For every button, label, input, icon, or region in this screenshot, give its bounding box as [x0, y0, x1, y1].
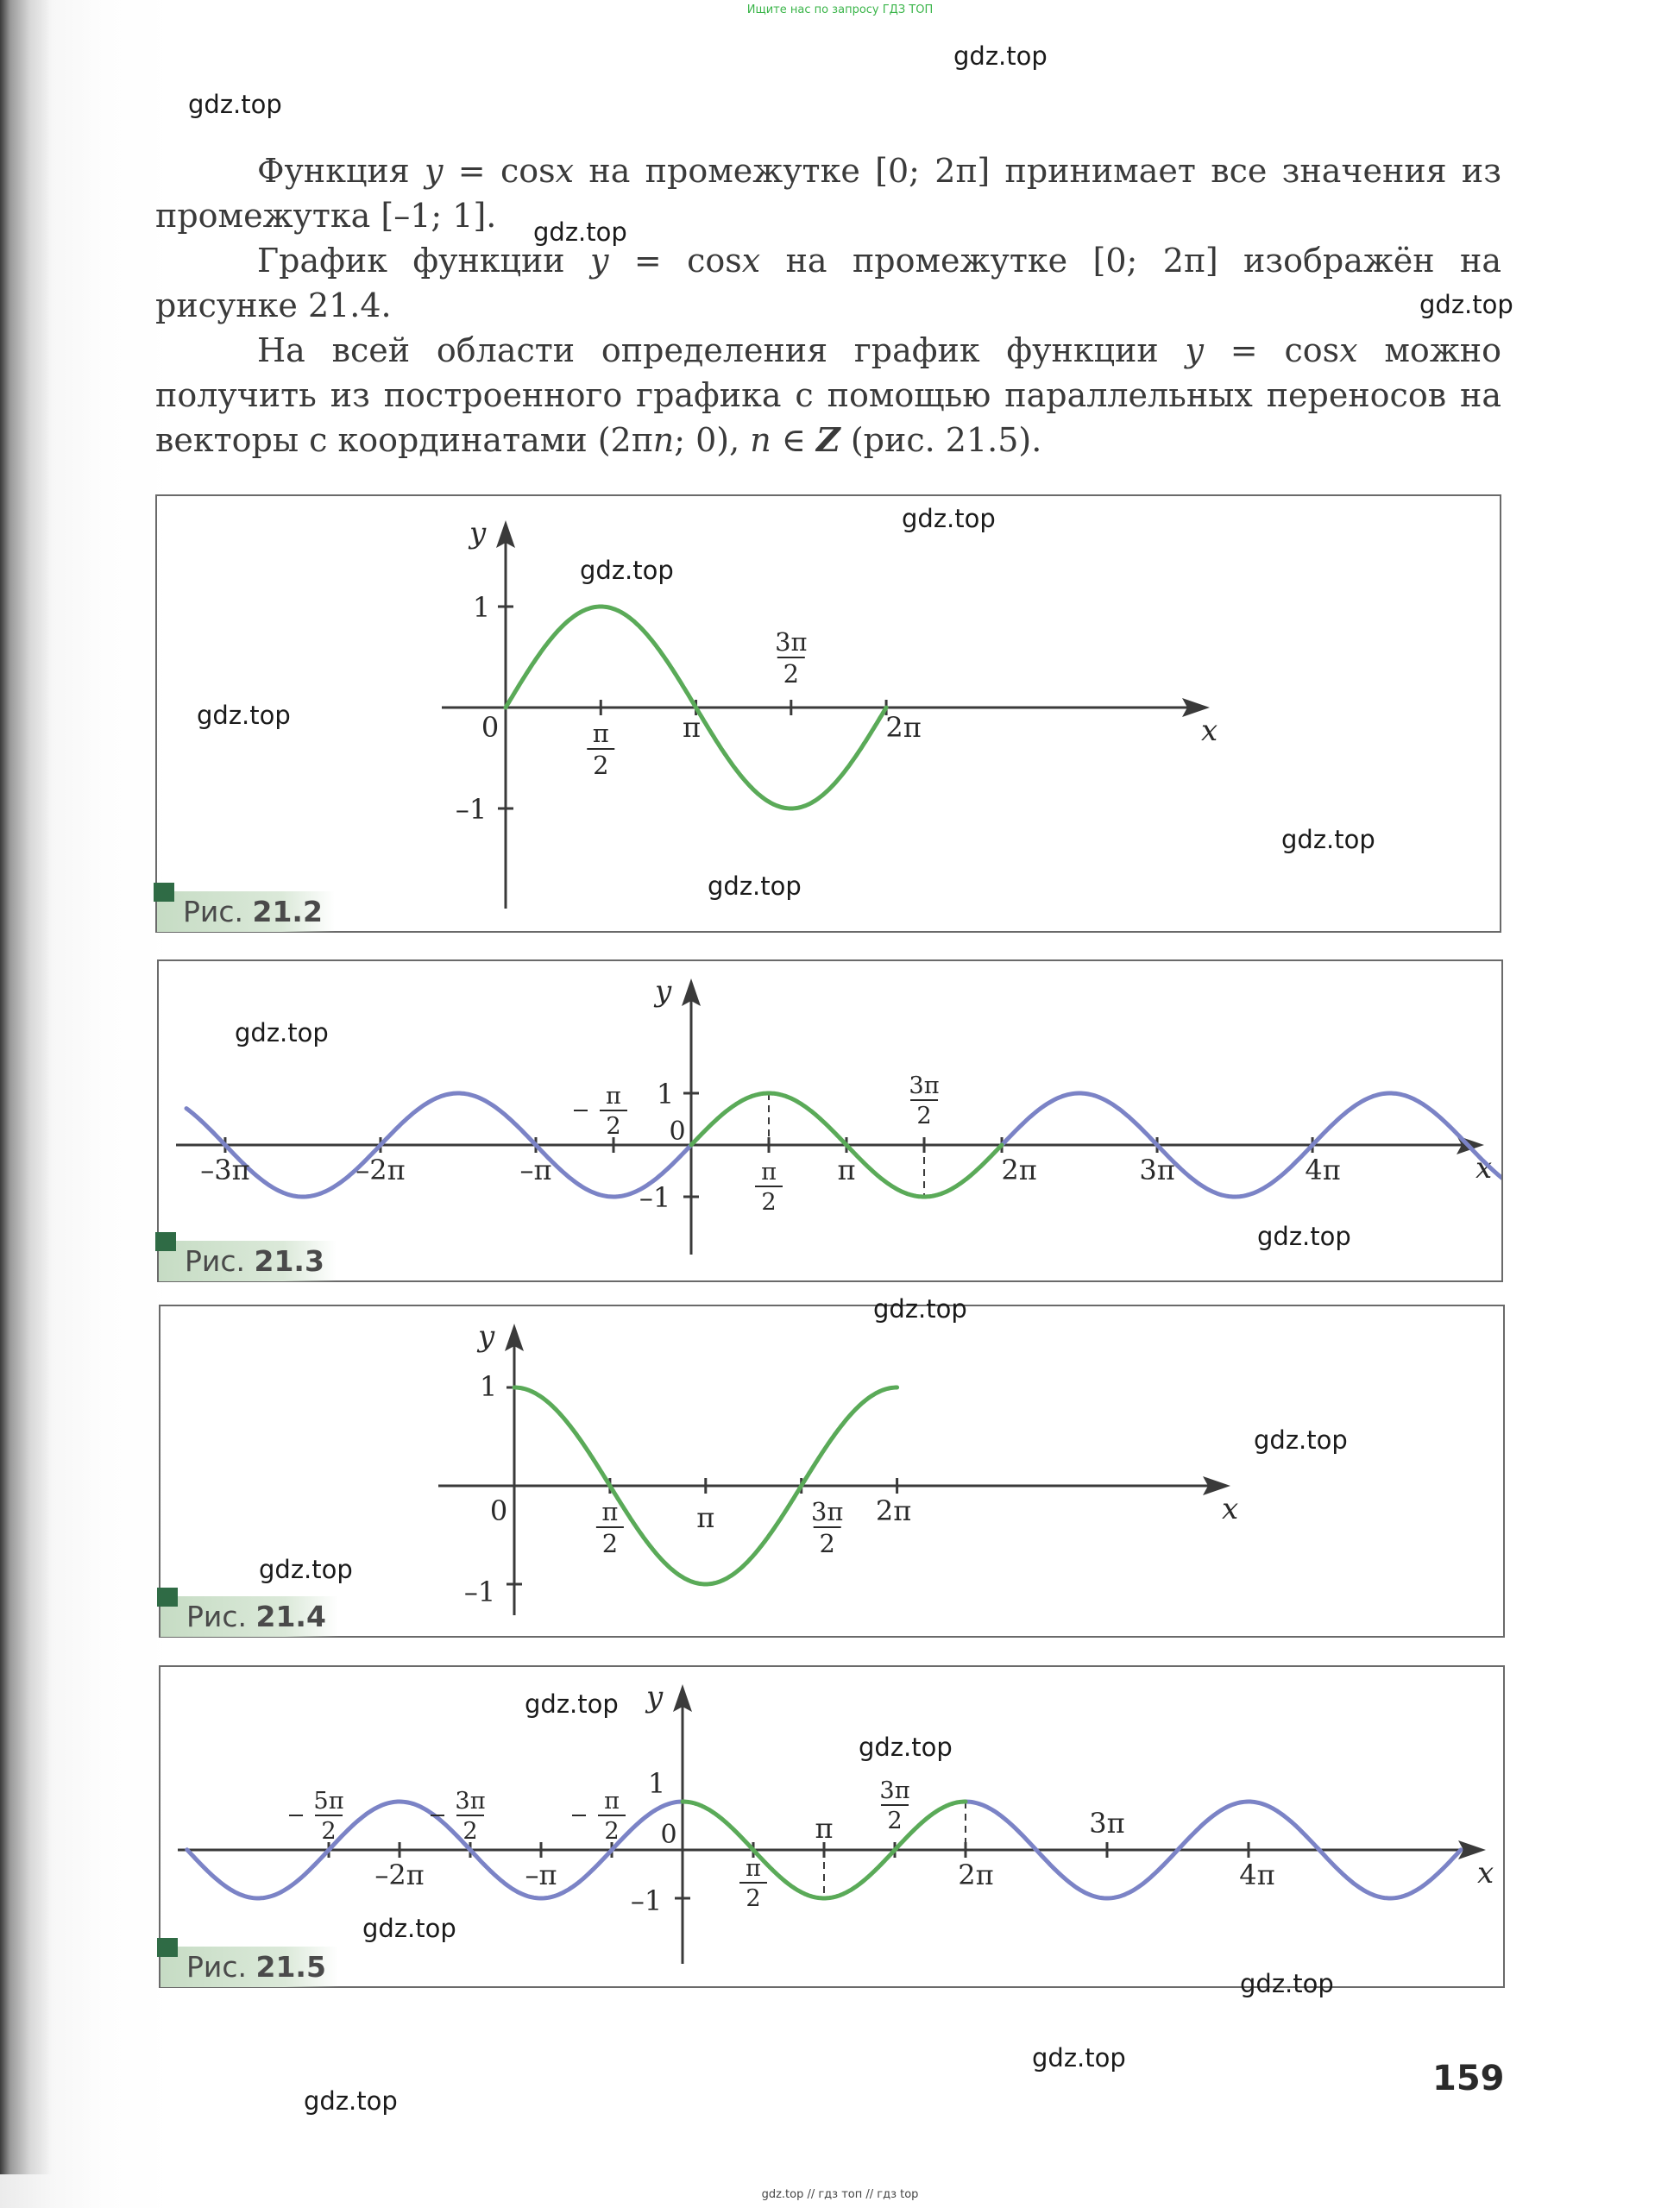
- p3-text-c: ; 0),: [674, 421, 751, 459]
- p2-var-x: x: [741, 242, 761, 280]
- tick-label: 1: [656, 1078, 675, 1110]
- tick-label: 1: [479, 1370, 498, 1403]
- p2-var-y: y: [590, 242, 609, 280]
- book-spine-shadow: [0, 0, 52, 2174]
- x-tick-label: [755, 1159, 783, 1216]
- x-axis-label: x: [1476, 1151, 1493, 1186]
- svg-text:2: 2: [462, 1818, 478, 1846]
- p3-text-b: можно получить из построенного графика с помощью параллельных переносов на векторы с координатами (2π: [155, 331, 1501, 459]
- tick-label: 2π: [1001, 1154, 1037, 1186]
- watermark: gdz.top: [235, 1018, 329, 1047]
- svg-text:3π: 3π: [909, 1073, 940, 1099]
- x-tick-label: [879, 1777, 909, 1834]
- header-note: Ищите нас по запросу ГДЗ ТОП: [746, 3, 934, 16]
- y-axis-label: y: [646, 1680, 664, 1714]
- p2-text-b: на промежутке [0; 2π] изображён на рисунке 21.4.: [155, 242, 1501, 324]
- tick-label: 4π: [1239, 1859, 1275, 1891]
- p2-text-a: График функции: [257, 242, 591, 280]
- svg-text:3π: 3π: [879, 1777, 910, 1804]
- watermark: gdz.top: [188, 90, 282, 119]
- caption-square-icon: [157, 1938, 178, 1957]
- tick-label: 0: [669, 1117, 686, 1147]
- svg-text:π: π: [746, 1855, 761, 1882]
- y-axis-label: y: [469, 516, 487, 550]
- tick-label: 4π: [1305, 1154, 1341, 1186]
- svg-text:2: 2: [887, 1808, 903, 1835]
- watermark: gdz.top: [533, 217, 627, 247]
- tick-label: π: [815, 1812, 834, 1845]
- watermark: gdz.top: [1257, 1222, 1351, 1251]
- tick-label: –π: [519, 1154, 552, 1186]
- figure-21-2-graph: [157, 496, 1500, 931]
- x-tick-label: [574, 1083, 627, 1140]
- tick-label: –2π: [374, 1859, 425, 1891]
- p1-text-b: на промежутке [0; 2π] принимает все значения из промежутка [–1; 1].: [155, 152, 1501, 235]
- watermark: gdz.top: [580, 556, 674, 585]
- y-axis-label: y: [478, 1319, 495, 1354]
- watermark: gdz.top: [873, 1294, 967, 1324]
- figure-21-5: [159, 1665, 1505, 1988]
- tick-label: 2π: [875, 1494, 912, 1527]
- watermark: gdz.top: [259, 1555, 353, 1584]
- x-tick-label: [739, 1855, 767, 1912]
- tick-label: π: [696, 1501, 715, 1534]
- tick-label: 0: [481, 711, 500, 744]
- x-tick-label: [811, 1497, 843, 1558]
- watermark: gdz.top: [304, 2086, 398, 2116]
- x-tick-label: [587, 719, 614, 780]
- figure-21-2: [155, 494, 1501, 933]
- tick-label: –1: [463, 1576, 496, 1608]
- watermark: gdz.top: [708, 871, 802, 901]
- caption-square-icon: [154, 883, 174, 902]
- svg-text:π: π: [601, 1497, 619, 1526]
- p1-var-x: x: [555, 152, 575, 190]
- p3-var-n2: n: [750, 421, 771, 459]
- x-axis-label: x: [1477, 1856, 1494, 1890]
- p3-text-e: (рис. 21.5).: [840, 421, 1042, 459]
- p3-var-n: n: [652, 421, 675, 459]
- footer-note: gdz.top // гдз топ // гдз top: [761, 2188, 919, 2201]
- tick-label: π: [683, 711, 702, 744]
- caption-square-icon: [155, 1232, 176, 1251]
- p3-var-x: x: [1339, 331, 1358, 369]
- watermark: gdz.top: [1032, 2043, 1126, 2073]
- x-tick-label: [289, 1788, 344, 1845]
- tick-label: 2π: [958, 1859, 994, 1891]
- paragraph-3: [155, 328, 1501, 462]
- svg-text:2: 2: [783, 658, 800, 689]
- tick-label: –π: [525, 1859, 557, 1891]
- watermark: gdz.top: [362, 1914, 456, 1943]
- svg-text:2: 2: [604, 1818, 620, 1846]
- x-axis-label: x: [1201, 714, 1218, 748]
- watermark: gdz.top: [197, 701, 291, 730]
- watermark: gdz.top: [1419, 290, 1513, 319]
- svg-text:3π: 3π: [455, 1788, 486, 1815]
- svg-text:π: π: [606, 1083, 621, 1110]
- tick-label: 0: [489, 1494, 508, 1527]
- svg-text:2: 2: [916, 1103, 932, 1130]
- svg-text:2: 2: [819, 1528, 835, 1558]
- x-tick-label: [596, 1497, 624, 1558]
- p2-eq: = cos: [608, 242, 742, 280]
- x-axis-label: x: [1222, 1492, 1239, 1526]
- svg-text:5π: 5π: [313, 1788, 344, 1815]
- p3-text-d: ∈: [771, 421, 817, 459]
- tick-label: –1: [455, 793, 488, 826]
- tick-label: 0: [660, 1820, 677, 1850]
- svg-text:2: 2: [761, 1189, 777, 1217]
- tick-label: –2π: [356, 1154, 406, 1186]
- watermark: gdz.top: [1281, 825, 1375, 854]
- tick-label: 1: [647, 1767, 666, 1800]
- tick-label: 2π: [885, 711, 922, 744]
- watermark: gdz.top: [1254, 1425, 1348, 1455]
- paragraph-1: [155, 148, 1501, 238]
- tick-label: –3π: [200, 1154, 250, 1186]
- tick-label: π: [837, 1154, 856, 1186]
- svg-text:3π: 3π: [775, 627, 808, 657]
- svg-text:π: π: [761, 1159, 777, 1186]
- y-axis-label: y: [655, 974, 672, 1009]
- svg-text:π: π: [592, 719, 609, 748]
- p1-eq: = cos: [443, 152, 556, 190]
- p3-set-z: Z: [816, 420, 840, 459]
- p3-var-y: y: [1185, 331, 1204, 369]
- paragraph-2: [155, 238, 1501, 328]
- figure-21-4-graph: [160, 1306, 1503, 1636]
- tick-label: 3π: [1089, 1807, 1125, 1840]
- figure-21-3-caption: Рис. 21.3: [159, 1241, 337, 1281]
- watermark: gdz.top: [902, 504, 996, 533]
- p3-text-a: На всей области определения график функции: [257, 331, 1186, 369]
- tick-label: 1: [472, 591, 491, 624]
- x-tick-label: [775, 627, 807, 689]
- figure-21-2-caption: Рис. 21.2: [157, 891, 335, 932]
- svg-text:2: 2: [593, 750, 609, 780]
- x-tick-label: [572, 1788, 626, 1845]
- watermark: gdz.top: [953, 41, 1048, 71]
- tick-label: –1: [639, 1181, 671, 1214]
- svg-text:3π: 3π: [811, 1497, 844, 1526]
- svg-text:2: 2: [746, 1885, 761, 1913]
- watermark: gdz.top: [859, 1733, 953, 1762]
- p1-text-a: Функция: [257, 152, 425, 190]
- figure-21-4-caption: Рис. 21.4: [160, 1596, 338, 1637]
- svg-text:2: 2: [321, 1818, 337, 1846]
- svg-text:π: π: [604, 1788, 620, 1815]
- tick-label: –1: [630, 1884, 663, 1917]
- svg-text:2: 2: [606, 1113, 621, 1141]
- p3-eq: = cos: [1203, 331, 1340, 369]
- tick-label: 3π: [1139, 1154, 1175, 1186]
- figure-21-4: [159, 1305, 1505, 1638]
- page-number: 159: [1432, 2059, 1505, 2098]
- p1-var-y: y: [425, 152, 444, 190]
- watermark: gdz.top: [1240, 1969, 1334, 1998]
- svg-text:2: 2: [601, 1528, 619, 1558]
- caption-square-icon: [157, 1588, 178, 1607]
- watermark: gdz.top: [525, 1689, 619, 1719]
- figure-21-5-caption: Рис. 21.5: [160, 1947, 338, 1987]
- x-tick-label: [909, 1073, 939, 1129]
